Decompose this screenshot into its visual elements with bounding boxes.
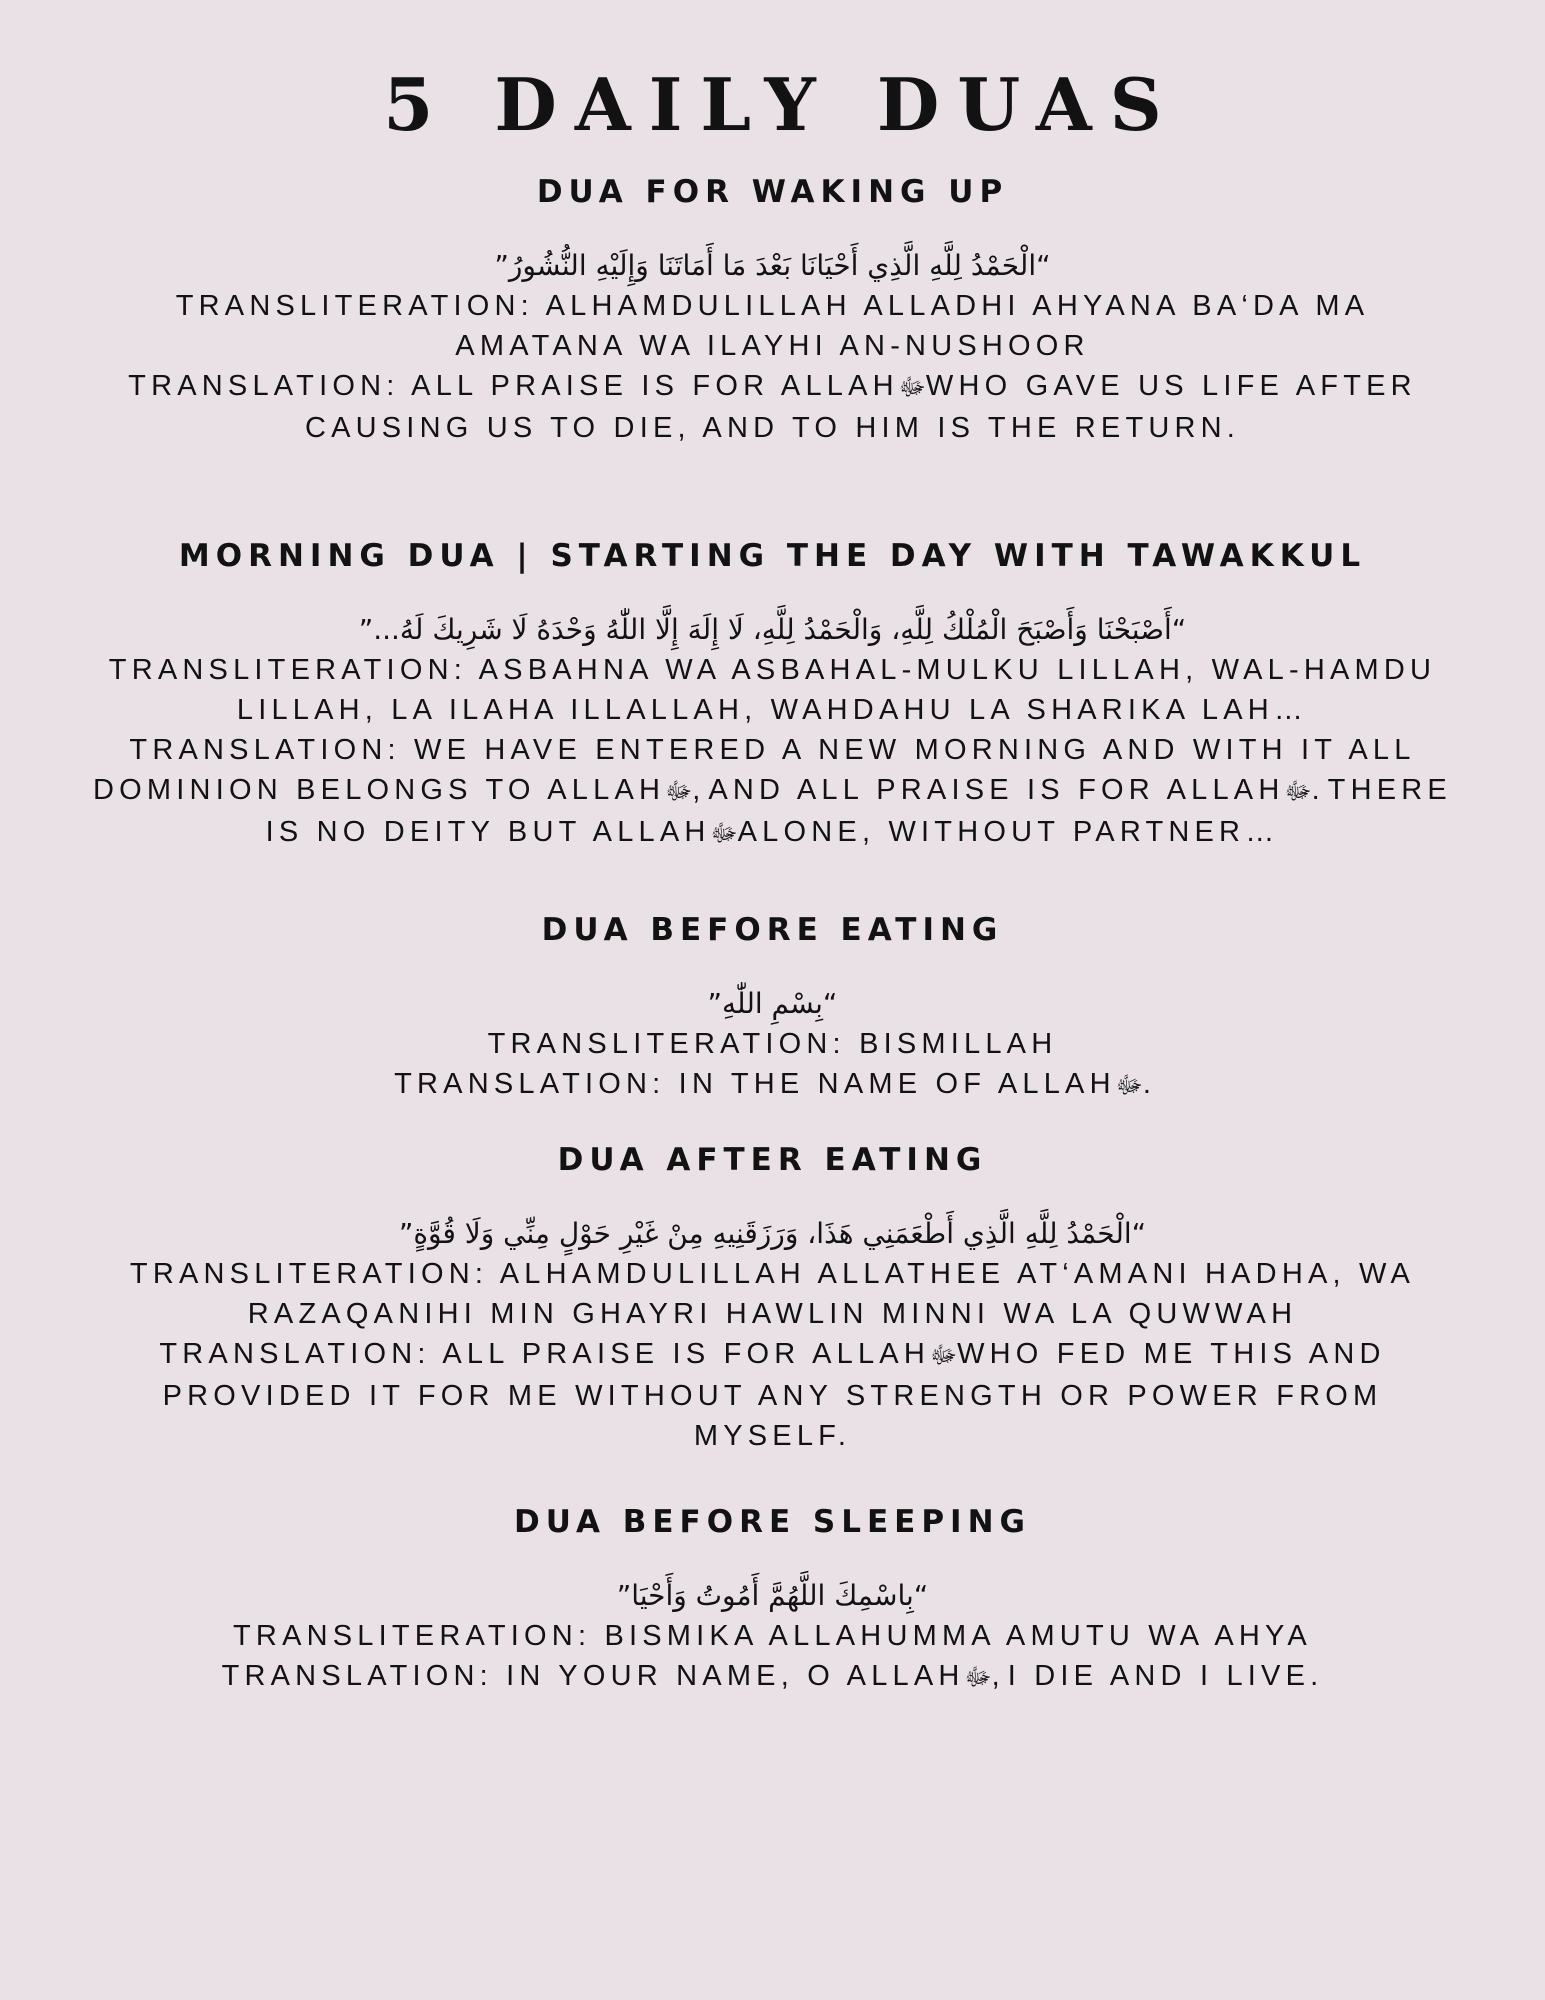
transliteration-line: TRANSLITERATION: ALHAMDULILLAH ALLATHEE AT‘AMANI HADHA, WA: [129, 1258, 1416, 1290]
arabic-text: “أَصْبَحْنَا وَأَصْبَحَ الْمُلْكُ لِلَّهِ، وَالْحَمْدُ لِلَّهِ، لَا إِلَهَ إِلَّا اللّٰهُ وَحْدَهُ لَا شَرِيكَ لَهُ...”: [358, 613, 1187, 646]
dua-section-morning: [28, 536, 1518, 854]
translation-line: [38, 1064, 1508, 1106]
honorific-glyph: ﷻ: [1284, 778, 1312, 805]
translation-line: [28, 730, 1518, 770]
translation-text: TRANSLATION: IN YOUR NAME, O ALLAH: [221, 1660, 965, 1692]
translation-text: CAUSING US TO DIE, AND TO HIM IS THE RETURN.: [304, 412, 1241, 444]
dua-section-after-eating: [38, 1140, 1508, 1456]
translation-text: , I DIE AND I LIVE.: [991, 1660, 1324, 1692]
dua-section-waking-up: [38, 172, 1508, 448]
dua-section-before-sleeping: [38, 1502, 1508, 1698]
honorific-glyph: ﷻ: [898, 374, 926, 401]
translation-text: TRANSLATION: ALL PRAISE IS FOR ALLAH: [159, 1338, 930, 1370]
transliteration-line: TRANSLITERATION: ALHAMDULILLAH ALLADHI AHYANA BA‘DA MA: [175, 290, 1370, 322]
arabic-text: “بِسْمِ اللّٰهِ”: [707, 987, 838, 1020]
honorific-glyph: ﷻ: [1115, 1072, 1143, 1099]
section-heading: DUA BEFORE SLEEPING: [514, 1504, 1031, 1540]
honorific-glyph: ﷻ: [929, 1342, 958, 1369]
honorific-glyph: ﷻ: [665, 778, 693, 805]
arabic-text: “الْحَمْدُ لِلَّهِ الَّذِي أَحْيَانَا بَعْدَ مَا أَمَاتَنَا وَإِلَيْهِ النُّشُورُ”: [494, 249, 1051, 282]
page-title: 5 DAILY DUAS: [383, 62, 1180, 147]
section-heading: MORNING DUA | STARTING THE DAY WITH TAWAKKUL: [178, 538, 1367, 574]
arabic-text: “بِاسْمِكَ اللَّهُمَّ أَمُوتُ وَأَحْيَا”: [616, 1579, 929, 1612]
section-heading: DUA AFTER EATING: [557, 1142, 988, 1178]
translation-text: PROVIDED IT FOR ME WITHOUT ANY STRENGTH OR POWER FROM: [162, 1380, 1383, 1412]
transliteration-line: TRANSLITERATION: ASBAHNA WA ASBAHAL-MULKU LILLAH, WAL-HAMDU: [108, 654, 1437, 686]
dua-section-before-eating: [38, 910, 1508, 1106]
translation-text: MYSELF.: [693, 1420, 852, 1452]
translation-line: [38, 366, 1508, 408]
transliteration-line: RAZAQANIHI MIN GHAYRI HAWLIN MINNI WA LA QUWWAH: [247, 1298, 1298, 1330]
translation-text: DOMINION BELONGS TO ALLAH: [93, 774, 666, 806]
translation-text: , AND ALL PRAISE IS FOR ALLAH: [692, 774, 1285, 806]
translation-line: [38, 1334, 1508, 1376]
transliteration-line: TRANSLITERATION: BISMIKA ALLAHUMMA AMUTU WA AHYA: [233, 1620, 1312, 1652]
translation-text: WHO FED ME THIS AND: [957, 1338, 1386, 1370]
translation-text: . THERE: [1311, 774, 1452, 806]
translation-line: [38, 1656, 1508, 1698]
translation-line: [38, 408, 1508, 448]
translation-text: TRANSLATION: ALL PRAISE IS FOR ALLAH: [128, 370, 899, 402]
translation-line: [28, 812, 1518, 854]
translation-text: TRANSLATION: IN THE NAME OF ALLAH: [394, 1068, 1116, 1100]
translation-text: TRANSLATION: WE HAVE ENTERED A NEW MORNING AND WITH IT ALL: [129, 734, 1416, 766]
transliteration-line: TRANSLITERATION: BISMILLAH: [487, 1028, 1058, 1060]
translation-text: .: [1142, 1068, 1151, 1100]
honorific-glyph: ﷻ: [710, 820, 738, 847]
arabic-text: “الْحَمْدُ لِلَّهِ الَّذِي أَطْعَمَنِي هَذَا، وَرَزَقَنِيهِ مِنْ غَيْرِ حَوْلٍ مِنِّي وَلَا قُوَّةٍ”: [398, 1217, 1147, 1250]
section-heading: DUA BEFORE EATING: [541, 912, 1004, 948]
honorific-glyph: ﷻ: [964, 1664, 992, 1691]
translation-text: IS NO DEITY BUT ALLAH: [265, 816, 711, 848]
translation-line: [28, 770, 1518, 812]
translation-text: WHO GAVE US LIFE AFTER: [925, 370, 1417, 402]
transliteration-line: AMATANA WA ILAYHI AN-NUSHOOR: [455, 330, 1090, 362]
translation-text: ALONE, WITHOUT PARTNER…: [737, 816, 1280, 848]
translation-line: [38, 1416, 1508, 1456]
transliteration-line: LILLAH, LA ILAHA ILLALLAH, WAHDAHU LA SHARIKA LAH…: [236, 694, 1309, 726]
section-heading: DUA FOR WAKING UP: [536, 174, 1009, 210]
translation-line: [38, 1376, 1508, 1416]
